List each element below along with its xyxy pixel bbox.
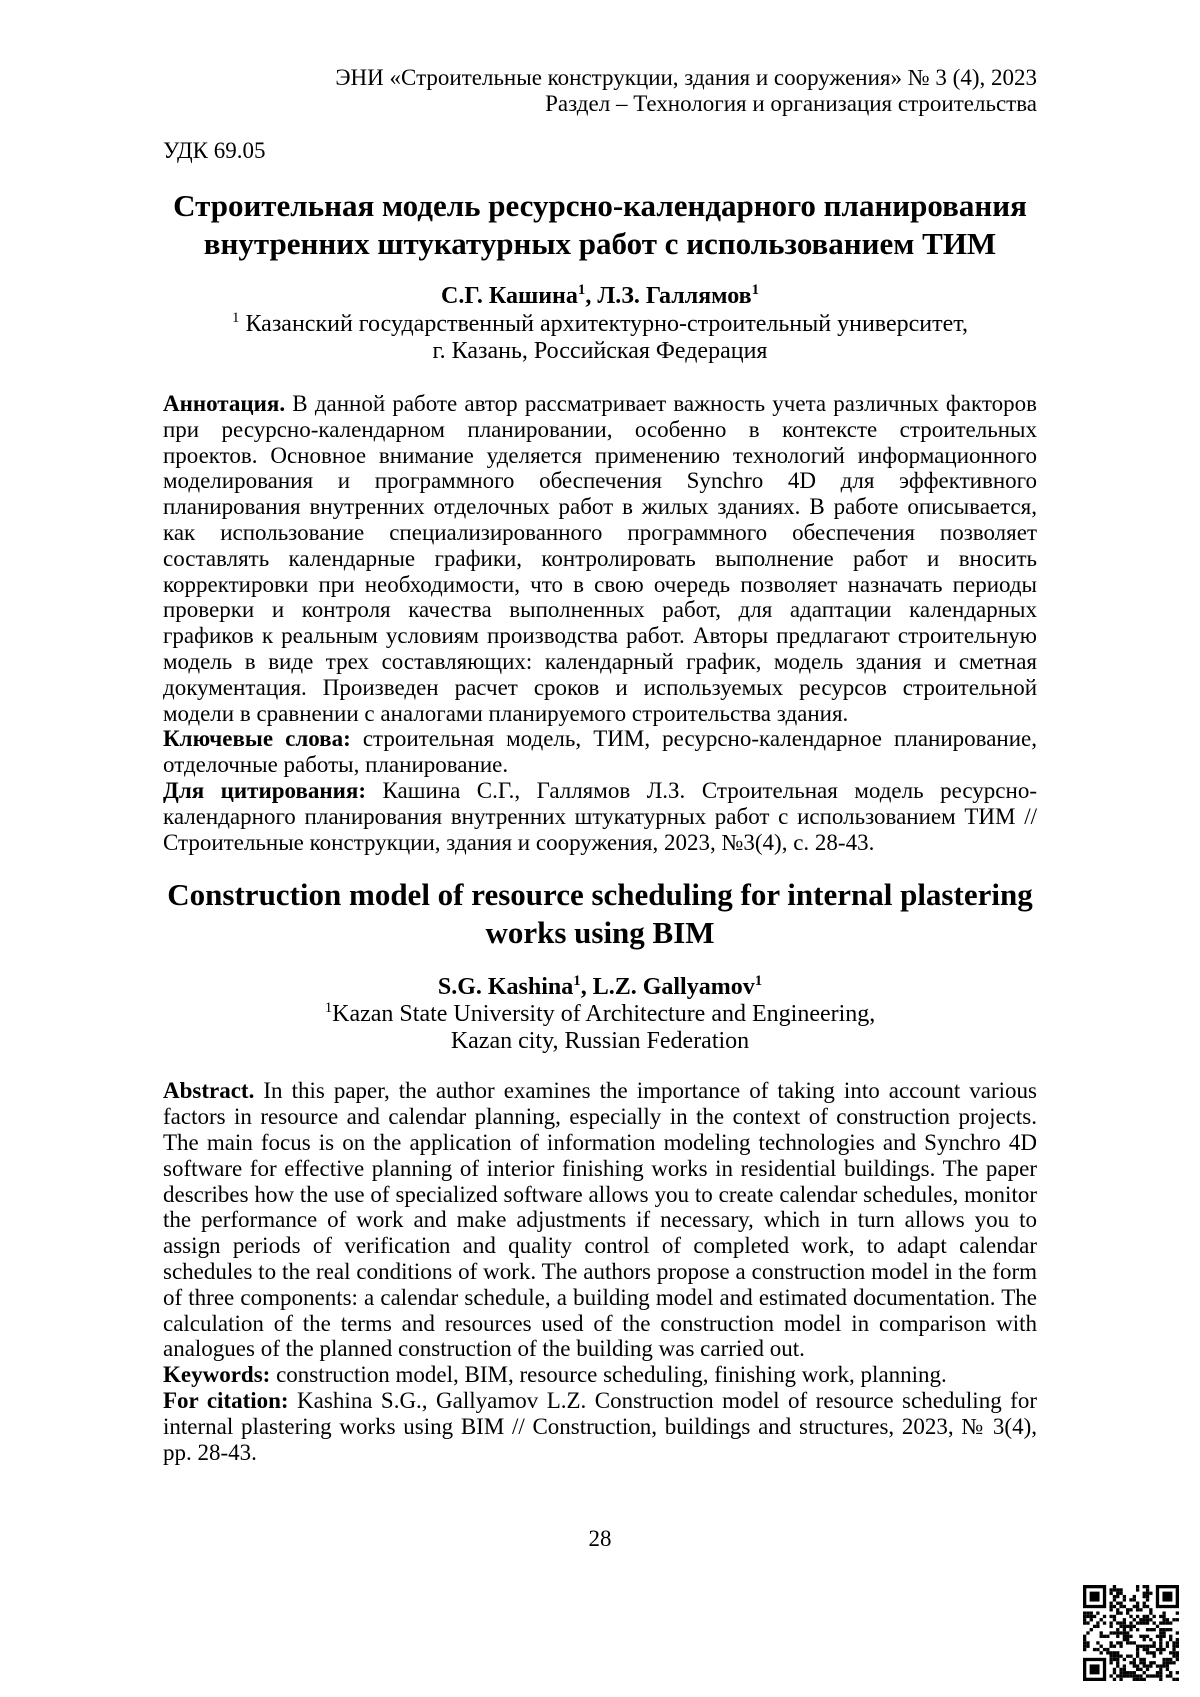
affiliation-ru-line2: г. Казань, Российская Федерация xyxy=(432,338,768,364)
affiliation-en-line2: Kazan city, Russian Federation xyxy=(450,1028,750,1055)
author-en-1: S.G. Kashina xyxy=(437,974,574,1001)
keywords-label-en: Keywords: xyxy=(163,1362,271,1388)
keywords-text-en: construction model, BIM, resource scheduling, finishing work, planning. xyxy=(270,1362,947,1388)
abstract-label-ru: Аннотация. xyxy=(163,391,286,416)
keywords-ru xyxy=(163,726,1037,778)
keywords-label-ru: Ключевые слова: xyxy=(163,726,351,752)
authors-ru xyxy=(163,283,1037,310)
author-en-1-affiliation-mark: 1 xyxy=(573,973,581,990)
author-en-2-affiliation-mark: 1 xyxy=(754,973,763,990)
affiliation-ru-line1: $^1$ Казанский государственный архитектурно-строительный университет, xyxy=(232,310,968,337)
journal-header xyxy=(163,65,1037,117)
affiliation-ru xyxy=(163,311,1037,365)
article-title-en: Construction model of resource scheduling for internal plastering works using BIM xyxy=(167,877,1033,951)
udk-code: УДК 69.05 xyxy=(163,138,266,163)
article-title-ru: Строительная модель ресурсно-календарного планирования внутренних штукатурных работ с использованием ТИМ xyxy=(173,188,1027,261)
abstract-label-en: Abstract. xyxy=(163,1078,255,1104)
authors-en xyxy=(163,974,1037,1001)
abstract-text-ru: В данной работе автор рассматривает важность учета различных факторов при ресурсно-календарном планировании, особенно в контексте строительных проектов. Основное внимание уделяется применению технологий информационного моделирования и программного обеспечения Synchro 4D для эффективного планирования внутренних отделочных работ в жилых зданиях. В работе описывается, как использование специализированного программного обеспечения позволяет составлять календарные графики, контролировать выполнение работ и вносить корректировки при необходимости, что в свою очередь позволяет назначать периоды проверки и контроля качества выполненных работ, для адаптации календарных графиков к реальным условиям производства работ. Авторы предлагают строительную модель в виде трех составляющих: календарный график, модель здания и сметная документация. Произведен расчет сроков и используемых ресурсов строительной модели в сравнении с аналогами планируемого строительства здания. xyxy=(163,391,1037,726)
page-number: 28 xyxy=(588,1526,612,1552)
keywords-en xyxy=(163,1362,1037,1388)
author-en-2: , L.Z. Gallyamov xyxy=(580,974,755,1001)
abstract-en xyxy=(163,1078,1037,1362)
affiliation-en-line1: $^1$Kazan State University of Architecture and Engineering, xyxy=(324,1000,876,1028)
abstract-ru xyxy=(163,391,1037,726)
citation-ru xyxy=(163,778,1037,855)
author-ru-2-affiliation-mark: 1 xyxy=(751,282,759,298)
qr-code xyxy=(1083,1585,1179,1681)
text-column xyxy=(163,0,1037,1552)
author-ru-1-affiliation-mark: 1 xyxy=(577,282,586,298)
author-ru-1: С.Г. Кашина xyxy=(440,283,578,309)
keywords-text-ru: строительная модель, ТИМ, ресурсно-календарное планирование, отделочные работы, планирование. xyxy=(163,726,1038,778)
citation-text-en: Kashina S.G., Gallyamov L.Z. Construction model of resource scheduling for internal plastering works using BIM // Construction, buildings and structures, 2023, № 3(4), pp. 28-43. xyxy=(163,1387,1037,1465)
affiliation-ru-mark: 1 xyxy=(232,310,240,326)
journal-header-line1: ЭНИ «Строительные конструкции, здания и сооружения» № 3 (4), 2023 xyxy=(335,65,1037,90)
qr-code-canvas xyxy=(1083,1585,1179,1681)
author-ru-2: , Л.З. Галлямов xyxy=(585,283,752,309)
citation-label-en: For citation: xyxy=(163,1387,289,1413)
abstract-text-en: In this paper, the author examines the importance of taking into account various factors in resource and calendar planning, especially in the context of construction projects. The main focus is on the application of information modeling technologies and Synchro 4D software for effective planning of interior finishing works in residential buildings. The paper describes how the use of specialized software allows you to create calendar schedules, monitor the performance of work and make adjustments if necessary, which in turn allows you to assign periods of verification and quality control of completed work, to adapt calendar schedules to the real conditions of work. The authors propose a construction model in the form of three components: a calendar schedule, a building model and estimated documentation. The calculation of the terms and resources used of the construction model in comparison with analogues of the planned construction of the building was carried out. xyxy=(163,1078,1037,1362)
affiliation-en xyxy=(163,1001,1037,1055)
journal-header-line2: Раздел – Технология и организация строительства xyxy=(545,91,1037,116)
citation-text-ru: Кашина С.Г., Галлямов Л.З. Строительная модель ресурсно-календарного планирования внутренних штукатурных работ с использованием ТИМ // Строительные конструкции, здания и сооружения, 2023, №3(4), с. 28-43. xyxy=(163,777,1037,855)
affiliation-en-mark: 1 xyxy=(324,1000,333,1017)
abstract-section-ru xyxy=(163,391,1037,855)
abstract-section-en xyxy=(163,1078,1037,1465)
citation-label-ru: Для цитирования: xyxy=(163,777,366,803)
citation-en xyxy=(163,1388,1037,1465)
